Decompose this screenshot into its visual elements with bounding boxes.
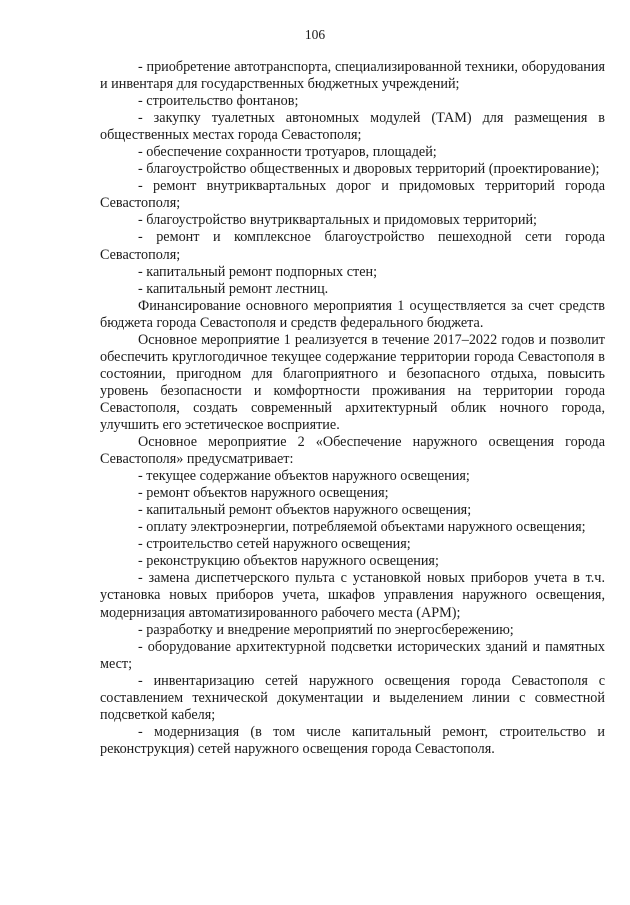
- list-item: - модернизация (в том числе капитальный ремонт, строительство и реконструкция) сетей наружного освещения города Севастополя.: [100, 723, 605, 757]
- list-item: - реконструкцию объектов наружного освещения;: [138, 553, 439, 570]
- list-item: - замена диспетчерского пульта с установкой новых приборов учета в т.ч. установка новых приборов учета, шкафов управления наружного освещения, модернизация автоматизированного рабочего места (АРМ);: [100, 570, 605, 621]
- list-item: - благоустройство внутриквартальных и придомовых территорий;: [138, 212, 537, 229]
- paragraph-measure-2: Основное мероприятие 2 «Обеспечение наружного освещения города Севастополя» предусматривает:: [100, 434, 605, 468]
- list-item: - капитальный ремонт подпорных стен;: [138, 263, 378, 280]
- document-body: [100, 59, 605, 758]
- list-item: - приобретение автотранспорта, специализированной техники, оборудования и инвентаря для государственных бюджетных учреждений;: [100, 59, 605, 93]
- list-item: - разработку и внедрение мероприятий по энергосбережению;: [138, 621, 514, 638]
- page-number: 106: [304, 27, 326, 42]
- list-item: - строительство сетей наружного освещения;: [138, 536, 411, 553]
- list-item: - благоустройство общественных и дворовых территорий (проектирование);: [138, 161, 600, 178]
- list-item: - строительство фонтанов;: [138, 93, 299, 110]
- list-item: - ремонт и комплексное благоустройство пешеходной сети города Севастополя;: [100, 229, 605, 263]
- list-item: - закупку туалетных автономных модулей (ТАМ) для размещения в общественных местах города Севастополя;: [100, 110, 605, 144]
- list-item: - текущее содержание объектов наружного освещения;: [138, 468, 470, 485]
- paragraph-financing: Финансирование основного мероприятия 1 осуществляется за счет средств бюджета города Севастополя и средств федерального бюджета.: [100, 297, 605, 331]
- list-item: - капитальный ремонт объектов наружного освещения;: [138, 502, 472, 519]
- list-item: - оборудование архитектурной подсветки исторических зданий и памятных мест;: [100, 638, 605, 672]
- list-item: - ремонт объектов наружного освещения;: [138, 485, 389, 502]
- list-item: - оплату электроэнергии, потребляемой объектами наружного освещения;: [138, 519, 586, 536]
- list-item: - ремонт внутриквартальных дорог и придомовых территорий города Севастополя;: [100, 178, 605, 212]
- list-item: - инвентаризацию сетей наружного освещения города Севастополя с составлением технической документации и выделением линии с совместной подсветкой кабеля;: [100, 672, 605, 723]
- paragraph-measure-1: Основное мероприятие 1 реализуется в течение 2017–2022 годов и позволит обеспечить круглогодичное текущее содержание территории города Севастополя в состоянии, пригодном для благоприятного и безопасного отдыха, повысить уровень безопасности и комфортности проживания на территории города Севастополя, создать современный архитектурный облик ночного города, улучшить его эстетическое восприятие.: [100, 331, 605, 433]
- list-item: - капитальный ремонт лестниц.: [138, 280, 329, 297]
- list-item: - обеспечение сохранности тротуаров, площадей;: [138, 144, 437, 161]
